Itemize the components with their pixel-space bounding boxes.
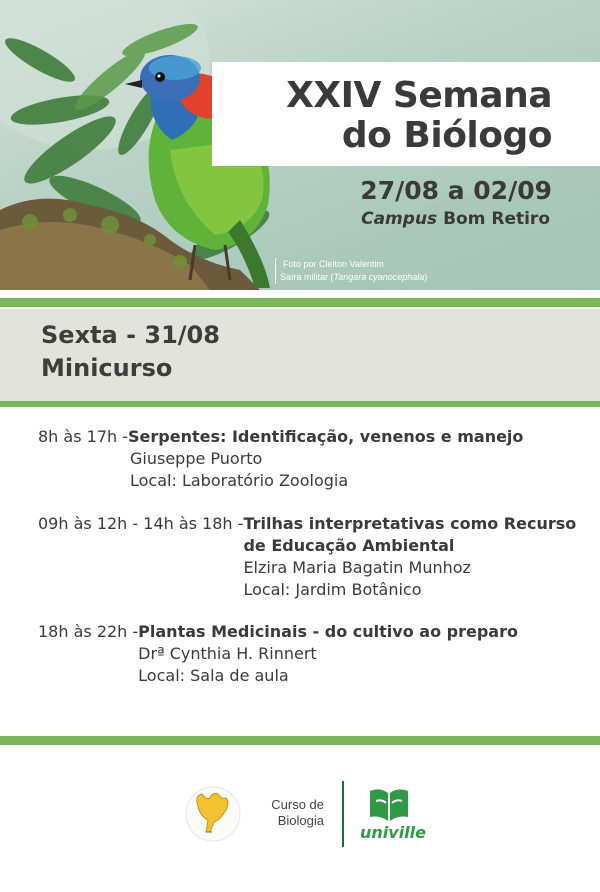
schedule-topic-cont: de Educação Ambiental <box>243 536 455 555</box>
course-line1: Curso de <box>271 797 324 812</box>
header-banner <box>0 0 600 290</box>
schedule-time: 09h às 12h - 14h às 18h - <box>38 514 244 533</box>
day-date: Sexta - 31/08 <box>41 321 220 349</box>
schedule-speaker: Drª Cynthia H. Rinnert <box>138 644 317 663</box>
schedule-item-2 <box>38 513 576 601</box>
course-line2: Biologia <box>277 813 324 828</box>
event-title-line1: XXIV Semana <box>286 75 552 116</box>
bird-caption: Saíra militar (Tangara cyanocephala) <box>280 272 428 282</box>
green-stripe-footer <box>0 736 600 745</box>
biology-course-logo <box>184 786 242 842</box>
bird-species: Tangara cyanocephala <box>333 272 425 282</box>
schedule-location: Local: Laboratório Zoologia <box>130 471 349 490</box>
event-campus <box>361 209 550 229</box>
event-title <box>286 76 552 156</box>
event-title-line2: do Biólogo <box>341 115 552 156</box>
schedule-topic: Plantas Medicinais - do cultivo ao preparo <box>138 622 518 641</box>
univille-wordmark: univille <box>360 823 426 842</box>
day-heading <box>41 319 220 385</box>
schedule-topic: Trilhas interpretativas como Recurso <box>243 514 577 533</box>
schedule-location: Local: Jardim Botânico <box>243 580 422 599</box>
photo-credit-author: Foto por Cleiton Valentim <box>283 259 384 269</box>
schedule-location: Local: Sala de aula <box>138 666 289 685</box>
course-name <box>258 797 324 829</box>
green-stripe-top <box>0 298 600 307</box>
event-dates: 27/08 a 02/09 <box>360 176 552 205</box>
schedule-item-1 <box>38 426 523 492</box>
footer-divider <box>342 781 344 847</box>
univille-book-logo <box>368 787 410 823</box>
schedule-speaker: Giuseppe Puorto <box>130 449 263 468</box>
schedule-topic: Serpentes: Identificação, venenos e manejo <box>128 427 524 446</box>
schedule-time: 18h às 22h - <box>38 622 139 641</box>
schedule-item-3 <box>38 621 518 687</box>
campus-name: Bom Retiro <box>437 209 550 229</box>
campus-label: Campus <box>361 209 438 229</box>
schedule-speaker: Elzira Maria Bagatin Munhoz <box>243 558 471 577</box>
day-category: Minicurso <box>41 354 173 382</box>
green-stripe-bottom <box>0 401 600 407</box>
photo-credit <box>275 258 427 284</box>
schedule-time: 8h às 17h - <box>38 427 128 446</box>
